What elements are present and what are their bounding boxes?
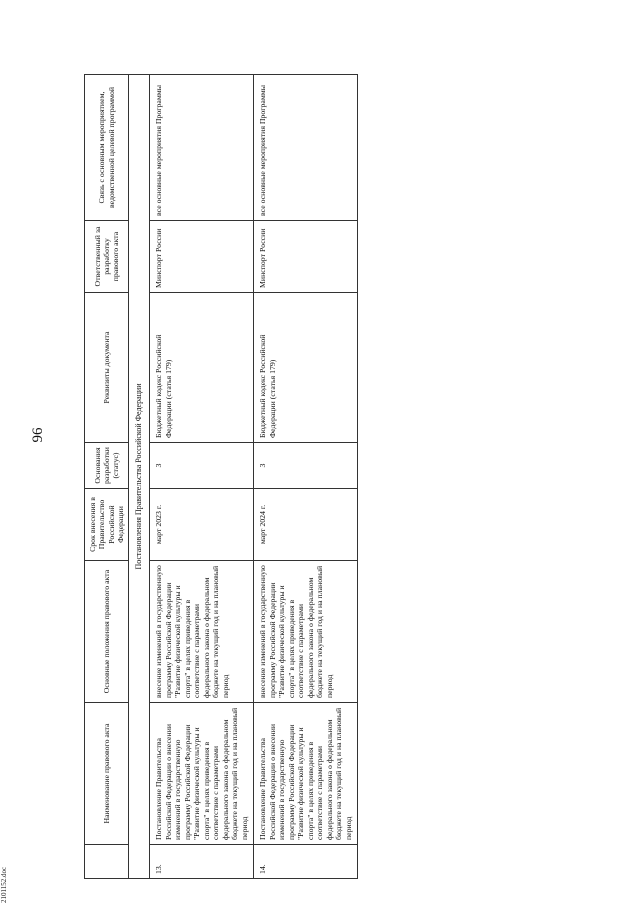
header-provisions: Основные положения правового акта: [85, 561, 129, 703]
act-responsible: Минспорт России: [254, 221, 358, 293]
header-number: [85, 845, 129, 879]
row-number: 14.: [254, 845, 358, 879]
act-deadline: март 2023 г.: [150, 489, 254, 561]
act-basis: 3: [254, 443, 358, 489]
act-deadline: март 2024 г.: [254, 489, 358, 561]
header-link: Связь с основным мероприятием, ведомственной целевой программой: [85, 75, 129, 221]
act-provisions: внесение изменений в государственную программу Российской Федерации "Развитие физической культуры и спорта" в целях приведения в соответствие с параметрами федерального закона о федеральном бюджете на текущий год и на плановый период: [150, 561, 254, 703]
header-responsible: Ответственный за разработку правового акта: [85, 221, 129, 293]
act-details: Бюджетный кодекс Российской Федерации (статья 179): [254, 293, 358, 443]
act-details: Бюджетный кодекс Российской Федерации (статья 179): [150, 293, 254, 443]
section-row: [129, 75, 150, 879]
header-basis: Основания разработки (статус): [85, 443, 129, 489]
act-link: все основные мероприятия Программы: [254, 75, 358, 221]
header-deadline: Срок внесения в Правительство Российской Федерации: [85, 489, 129, 561]
header-act-name: Наименование правового акта: [85, 703, 129, 845]
act-name: Постановление Правительства Российской Федерации о внесении изменений в государственную программу Российской Федерации "Развитие физической культуры и спорта" в целях приведения в соответствие с параметрами федерального закона о федеральном бюджете на текущий год и на плановый период: [254, 703, 358, 845]
row-number: 13.: [150, 845, 254, 879]
table-row: [150, 75, 254, 879]
table-header-row: [85, 75, 129, 879]
act-responsible: Минспорт России: [150, 221, 254, 293]
act-name: Постановление Правительства Российской Федерации о внесении изменений в государственную программу Российской Федерации "Развитие физической культуры и спорта" в целях приведения в соответствие с параметрами федерального закона о федеральном бюджете на текущий год и на плановый период: [150, 703, 254, 845]
table-row: [254, 75, 358, 879]
header-document-details: Реквизиты документа: [85, 293, 129, 443]
act-basis: 3: [150, 443, 254, 489]
page-number: 96: [30, 427, 46, 443]
act-provisions: внесение изменений в государственную программу Российской Федерации "Развитие физической культуры и спорта" в целях приведения в соответствие с параметрами федерального закона о федеральном бюджете на текущий год и на плановый период: [254, 561, 358, 703]
act-link: все основные мероприятия Программы: [150, 75, 254, 221]
section-title: Постановления Правительства Российской Федерации: [129, 75, 150, 879]
legal-acts-table: [84, 74, 358, 879]
file-name: 2101152.doc: [0, 866, 8, 903]
